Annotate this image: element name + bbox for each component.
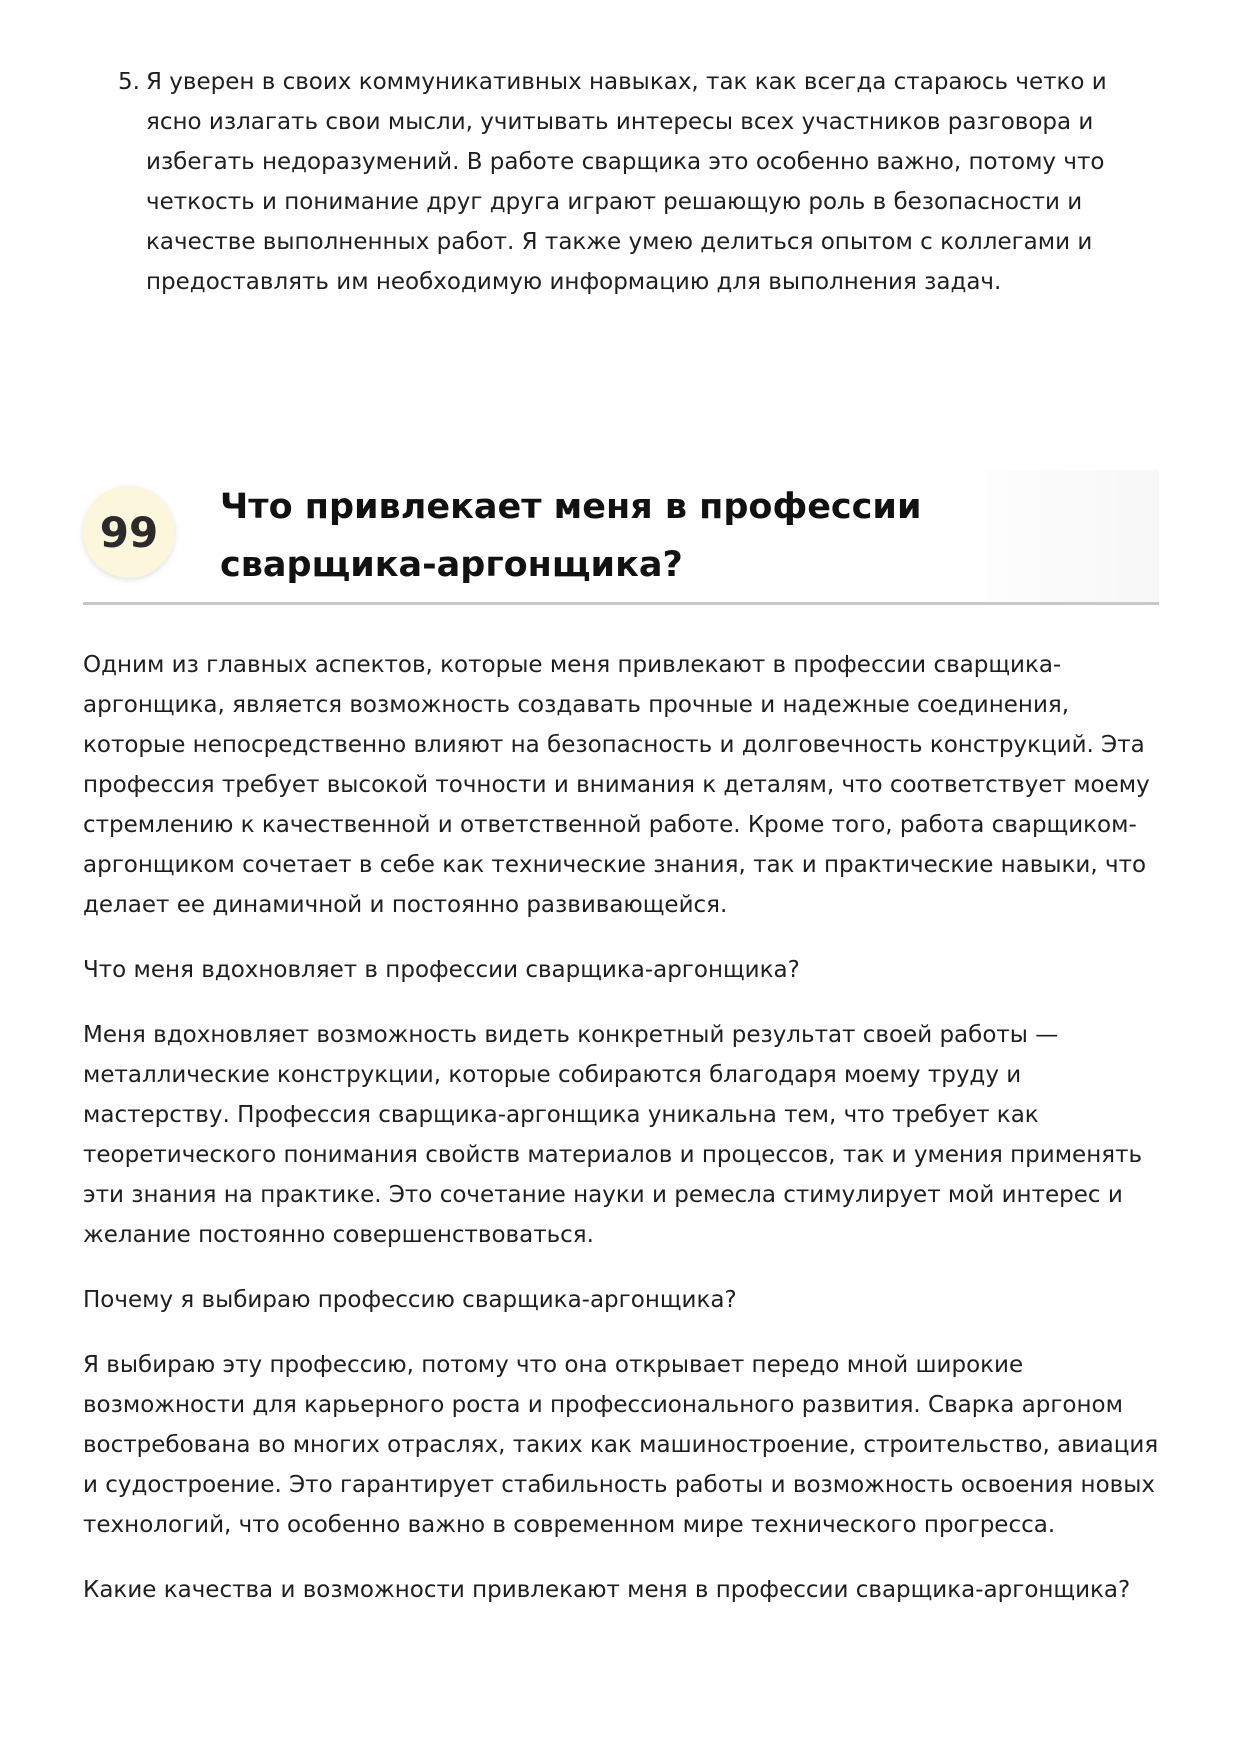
section-title: Что привлекает меня в профессии сварщика-аргонщика? — [220, 487, 922, 585]
list-item — [118, 62, 1148, 302]
paragraph-intro: Одним из главных аспектов, которые меня привлекают в профессии сварщика-аргонщика, является возможность создавать прочные и надежные соединения, которые непосредственно влияют на безопасность и долговечность конструкций. Эта профессия требует высокой точности и внимания к деталям, что соответствует моему стремлению к качественной и ответственной работе. Кроме того, работа сварщиком-аргонщиком сочетает в себе как технические знания, так и практические навыки, что делает ее динамичной и постоянно развивающейся. — [83, 652, 1150, 918]
list-item-text: Я уверен в своих коммуникативных навыках, так как всегда стараюсь четко и ясно излагать свои мысли, учитывать интересы всех участников разговора и избегать недоразумений. В работе сварщика это особенно важно, потому что четкость и понимание друг друга играют решающую роль в безопасности и качестве выполненных работ. Я также умею делиться опытом с коллегами и предоставлять им необходимую информацию для выполнения задач. — [146, 69, 1107, 295]
paragraph-inspiration: Меня вдохновляет возможность видеть конкретный результат своей работы — металлические конструкции, которые собираются благодаря моему труду и мастерству. Профессия сварщика-аргонщика уникальна тем, что требует как теоретического понимания свойств материалов и процессов, так и умения применять эти знания на практике. Это сочетание науки и ремесла стимулирует мой интерес и желание постоянно совершенствоваться. — [83, 1022, 1143, 1248]
list-item-number: 5. — [118, 69, 140, 95]
question-inspiration: Что меня вдохновляет в профессии сварщика-аргонщика? — [83, 957, 800, 983]
section-body — [83, 645, 1159, 1635]
question-why-choose: Почему я выбираю профессию сварщика-аргонщика? — [83, 1287, 737, 1313]
section-header — [83, 470, 1159, 605]
section-number-badge: 99 — [83, 486, 175, 578]
question-qualities: Какие качества и возможности привлекают меня в профессии сварщика-аргонщика? — [83, 1577, 1131, 1603]
paragraph-why-choose: Я выбираю эту профессию, потому что она открывает передо мной широкие возможности для карьерного роста и профессионального развития. Сварка аргоном востребована во многих отраслях, таких как машиностроение, строительство, авиация и судостроение. Это гарантирует стабильность работы и возможность освоения новых технологий, что особенно важно в современном мире технического прогресса. — [83, 1352, 1159, 1538]
